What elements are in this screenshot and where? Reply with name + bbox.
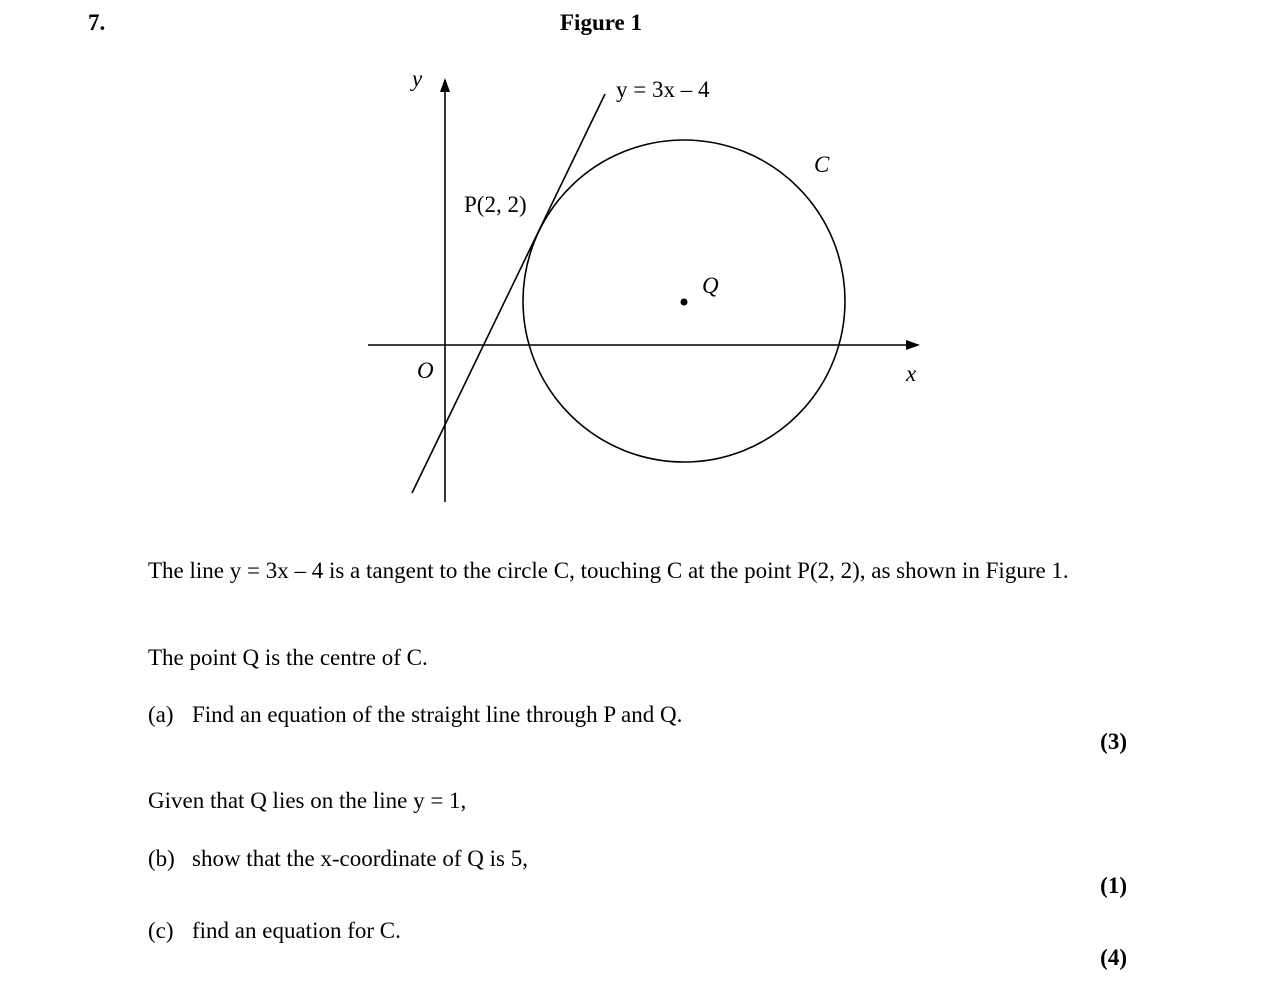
question-number: 7. bbox=[88, 10, 106, 35]
part-c-text: find an equation for C. bbox=[192, 918, 401, 943]
intro-paragraph: The line y = 3x – 4 is a tangent to the circle C, touching C at the point P(2, 2), as shown in Figure 1. bbox=[148, 558, 1069, 583]
tangent-line-label: y = 3x – 4 bbox=[616, 77, 710, 102]
part-a-text: Find an equation of the straight line through P and Q. bbox=[192, 702, 683, 727]
circle-label: C bbox=[814, 152, 830, 177]
origin-label: O bbox=[417, 358, 434, 383]
part-b-text: show that the x-coordinate of Q is 5, bbox=[192, 846, 528, 871]
centre-point-q bbox=[681, 299, 688, 306]
part-c-marks: (4) bbox=[1100, 945, 1127, 970]
part-b-marks: (1) bbox=[1100, 873, 1127, 898]
point-p-label: P(2, 2) bbox=[464, 192, 527, 217]
tangent-line bbox=[412, 94, 605, 493]
part-c-label: (c) bbox=[148, 918, 174, 943]
figure-title: Figure 1 bbox=[560, 10, 642, 35]
part-a-marks: (3) bbox=[1100, 729, 1127, 754]
part-a-label: (a) bbox=[148, 702, 174, 727]
part-b bbox=[148, 844, 528, 873]
part-c bbox=[148, 916, 401, 945]
given-sentence: Given that Q lies on the line y = 1, bbox=[148, 788, 467, 813]
x-axis-label: x bbox=[906, 361, 917, 386]
y-axis-label: y bbox=[412, 66, 423, 91]
centre-sentence: The point Q is the centre of C. bbox=[148, 645, 428, 670]
part-a bbox=[148, 700, 682, 729]
point-q-label: Q bbox=[702, 273, 719, 298]
part-b-label: (b) bbox=[148, 846, 175, 871]
